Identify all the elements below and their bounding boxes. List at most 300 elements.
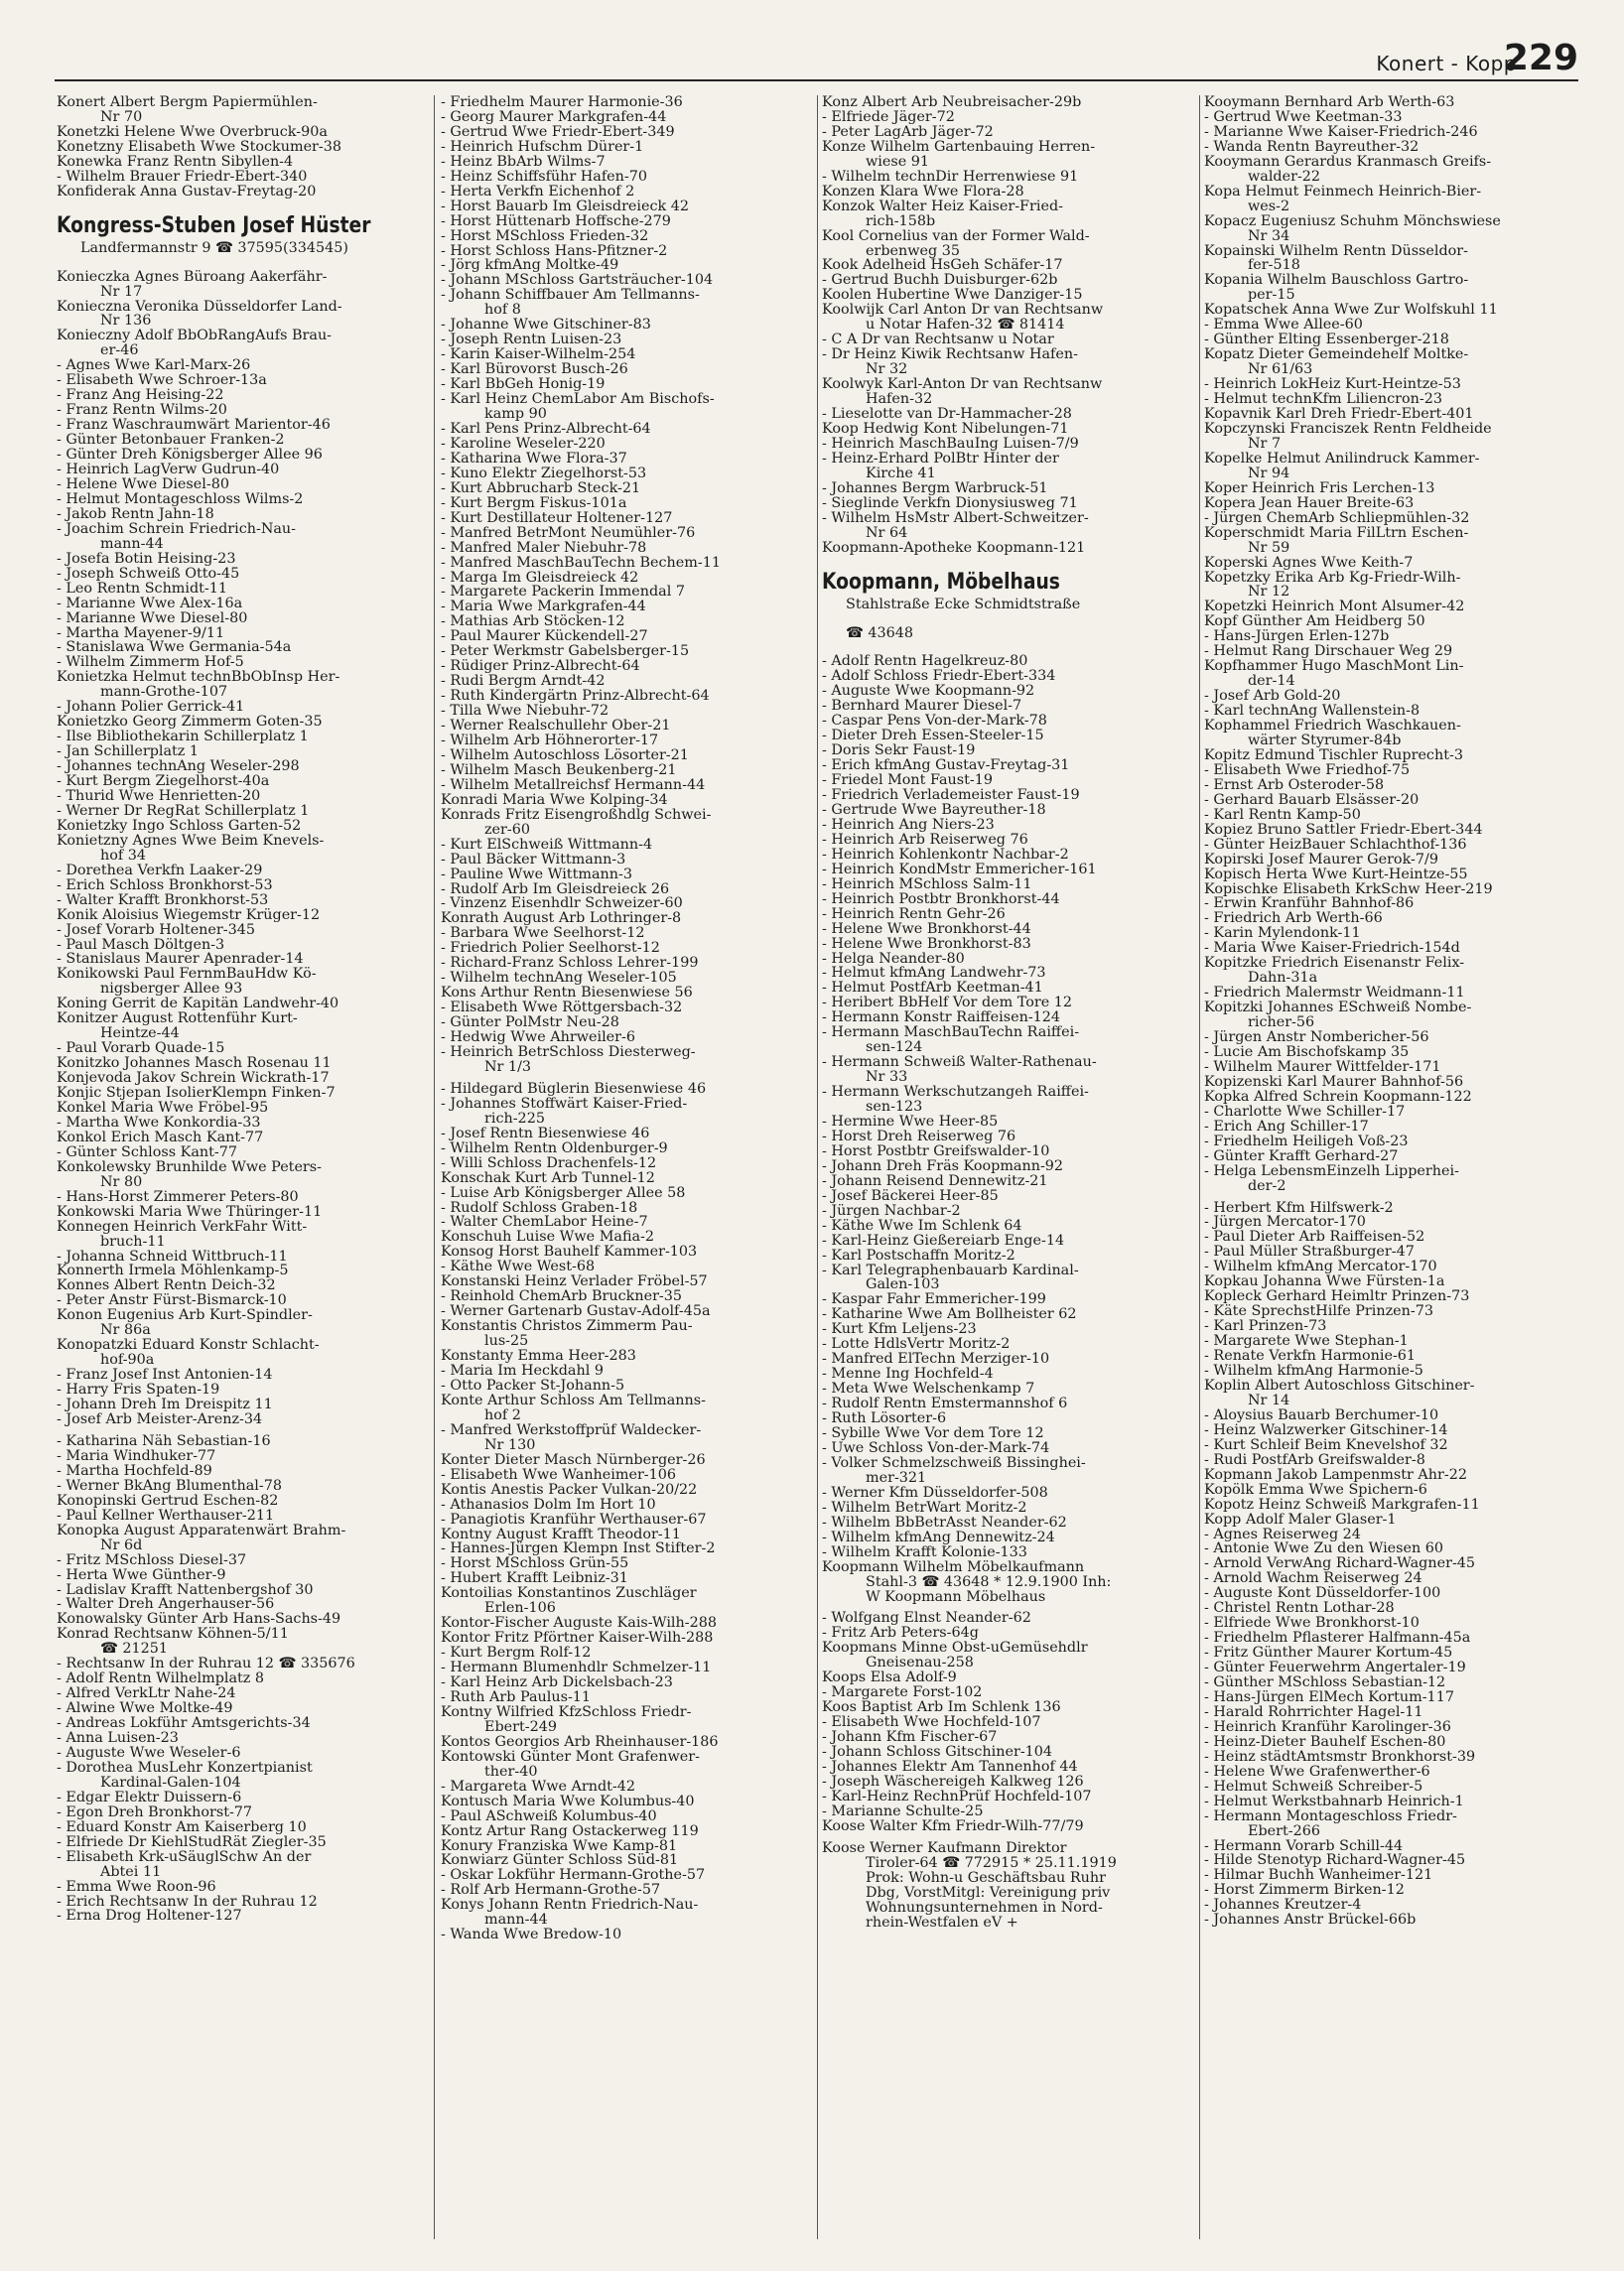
directory-entry: Konkol Erich Masch Kant-77: [57, 1130, 264, 1145]
directory-entry: Kopotz Heinz Schweiß Markgrafen-11: [1204, 1497, 1480, 1513]
sub-entry: - Günther Elting Essenberger-218: [1204, 333, 1578, 347]
directory-entry: Konys Johann Rentn Friedrich-Nau-: [441, 1898, 699, 1914]
sub-entry: - Arnold VerwAng Richard-Wagner-45: [1204, 1556, 1578, 1571]
sub-entry: - Lieselotte van Dr-Hammacher-28: [822, 407, 1195, 422]
sub-entry: - Johannes Anstr Brückel-66b: [1204, 1913, 1578, 1928]
entry-continuation: Nr 17: [100, 284, 143, 300]
entry-continuation: Dahn-31a: [1248, 971, 1318, 987]
sub-entry: - Horst Bauarb Im Gleisdreieck 42: [441, 200, 814, 214]
directory-entry: Konnegen Heinrich VerkFahr Witt-: [57, 1219, 308, 1235]
directory-column-4: [1204, 95, 1578, 2239]
sub-entry: - Katharina Näh Sebastian-16: [57, 1434, 429, 1449]
directory-entry: Konzen Klara Wwe Flora-28: [822, 184, 1024, 200]
directory-entry: Konjic Stjepan IsolierKlempn Finken-7: [57, 1086, 336, 1101]
directory-entry: Konrads Fritz Eisengroßhdlg Schwei-: [441, 807, 712, 823]
sub-entry: - Herta Wwe Günther-9: [57, 1568, 429, 1583]
sub-entry: - Elisabeth Wwe Röttgersbach-32: [441, 1001, 814, 1015]
sub-entry: - Helga LebensmEinzelh Lipperhei-: [1204, 1164, 1578, 1179]
sub-entry: - Helmut technKfm Liliencron-23: [1204, 392, 1578, 407]
sub-entry: - Käte SprechstHilfe Prinzen-73: [1204, 1304, 1578, 1319]
sub-entry: - Josef Arb Meister-Arenz-34: [57, 1412, 429, 1427]
directory-entry: Koplin Albert Autoschloss Gitschiner-: [1204, 1378, 1475, 1394]
sub-entry: - Rudolf Schloss Graben-18: [441, 1201, 814, 1216]
sub-entry: - Tilla Wwe Niebuhr-72: [441, 704, 814, 719]
sub-entry: - Marianne Wwe Kaiser-Friedrich-246: [1204, 125, 1578, 140]
sub-entry: - Heinrich Arb Reiserweg 76: [822, 833, 1195, 848]
sub-entry: - Karl Prinzen-73: [1204, 1319, 1578, 1334]
sub-entry: - Maria Wwe Kaiser-Friedrich-154d: [1204, 941, 1578, 956]
sub-entry: - Gertrud Wwe Keetman-33: [1204, 110, 1578, 125]
sub-entry: - Kurt ElSchweiß Wittmann-4: [441, 838, 814, 853]
sub-entry: - Karl technAng Wallenstein-8: [1204, 704, 1578, 719]
directory-entry: Kontowski Günter Mont Grafenwer-: [441, 1749, 700, 1765]
directory-entry: Koose Walter Kfm Friedr-Wilh-77/79: [822, 1818, 1084, 1834]
sub-entry: - Hilmar Buchh Wanheimer-121: [1204, 1868, 1578, 1883]
directory-entry: Kons Arthur Rentn Biesenwiese 56: [441, 986, 693, 1002]
directory-entry: Kopavnik Karl Dreh Friedr-Ebert-401: [1204, 407, 1474, 422]
sub-entry: - Caspar Pens Von-der-Mark-78: [822, 714, 1195, 729]
directory-entry: Kopetzky Erika Arb Kg-Friedr-Wilh-: [1204, 570, 1461, 586]
sub-entry: - Kurt Schleif Beim Knevelshof 32: [1204, 1438, 1578, 1453]
sub-entry: - Josef Bäckerei Heer-85: [822, 1189, 1195, 1204]
sub-entry: - Kurt Destillateur Holtener-127: [441, 511, 814, 526]
sub-entry: - Hermann Vorarb Schill-44: [1204, 1839, 1578, 1854]
entry-continuation: fer-518: [1248, 258, 1300, 274]
sub-entry: - Heinrich Hufschm Dürer-1: [441, 140, 814, 155]
entry-continuation: per-15: [1248, 288, 1295, 304]
entry-spacer: [441, 1075, 814, 1082]
directory-entry: Konitzer August Rottenführ Kurt-: [57, 1011, 298, 1027]
entry-continuation: hof-90a: [100, 1353, 155, 1369]
sub-entry: - Paul Kellner Werthauser-211: [57, 1509, 429, 1524]
sub-entry: - Heinrich MaschBauIng Luisen-7/9: [822, 437, 1195, 452]
entry-continuation: ther-40: [484, 1764, 538, 1780]
entry-continuation: Hafen-32: [866, 392, 933, 408]
directory-entry: Konnerth Irmela Möhlenkamp-5: [57, 1264, 289, 1279]
directory-entry: Koose Werner Kaufmann Direktor: [822, 1840, 1067, 1856]
sub-entry: - Karl BbGeh Honig-19: [441, 377, 814, 392]
directory-column-1: [57, 95, 429, 2239]
entry-continuation: Nr 136: [100, 314, 152, 330]
sub-entry: - Stanislaus Maurer Apenrader-14: [57, 952, 429, 967]
sub-entry: - Dr Heinz Kiwik Rechtsanw Hafen-: [822, 347, 1195, 362]
directory-entry: Konopatzki Eduard Konstr Schlacht-: [57, 1338, 320, 1354]
directory-entry: Koopmann Wilhelm Möbelkaufmann: [822, 1559, 1085, 1575]
sub-entry: - Jürgen Mercator-170: [1204, 1215, 1578, 1230]
sub-entry: - Uwe Schloss Von-der-Mark-74: [822, 1441, 1195, 1456]
directory-entry: Konter Dieter Masch Nürnberger-26: [441, 1452, 706, 1468]
entry-spacer: [822, 1834, 1195, 1841]
sub-entry: - Hermann Schweiß Walter-Rathenau-: [822, 1055, 1195, 1070]
sub-entry: - Friedhelm Pflasterer Halfmann-45a: [1204, 1631, 1578, 1646]
sub-entry: - Margarete Packerin Immendal 7: [441, 585, 814, 600]
directory-entry: Koop Hedwig Kont Nibelungen-71: [822, 421, 1069, 437]
sub-entry: - Johannes Stoffwärt Kaiser-Fried-: [441, 1097, 814, 1112]
sub-entry: - Elfriede Dr KiehlStudRät Ziegler-35: [57, 1835, 429, 1850]
sub-entry: - Rudolf Rentn Emstermannshof 6: [822, 1397, 1195, 1411]
sub-entry: - Horst Hüttenarb Hoffsche-279: [441, 214, 814, 229]
directory-entry: Koning Gerrit de Kapitän Landwehr-40: [57, 997, 339, 1012]
entry-spacer: [1204, 1194, 1578, 1201]
directory-entry: Konieczna Veronika Düsseldorfer Land-: [57, 299, 342, 315]
sub-entry: - Helmut PostfArb Keetman-41: [822, 981, 1195, 996]
sub-entry: - Andreas Lokführ Amtsgerichts-34: [57, 1716, 429, 1731]
directory-entry: Konkolewsky Brunhilde Wwe Peters-: [57, 1159, 322, 1175]
entry-continuation: Nr 14: [1248, 1393, 1290, 1408]
sub-entry: - Ruth Arb Paulus-11: [441, 1690, 814, 1705]
sub-entry: - Helene Wwe Diesel-80: [57, 477, 429, 492]
entry-continuation: Stahl-3 ☎ 43648 * 12.9.1900 Inh:: [866, 1574, 1112, 1590]
directory-entry: Konert Albert Bergm Papiermühlen-: [57, 95, 318, 110]
sub-entry: - Adolf Rentn Wilhelmplatz 8: [57, 1671, 429, 1686]
sub-entry: - Horst MSchloss Frieden-32: [441, 229, 814, 244]
sub-entry: - Manfred Werkstoffprüf Waldecker-: [441, 1423, 814, 1438]
sub-entry: - Friedhelm Maurer Harmonie-36: [441, 95, 814, 110]
sub-entry: - Joachim Schrein Friedrich-Nau-: [57, 522, 429, 537]
directory-entry: Kontos Georgios Arb Rheinhauser-186: [441, 1734, 719, 1750]
directory-entry: Kooymann Bernhard Arb Werth-63: [1204, 95, 1455, 110]
entry-continuation: W Koopmann Möbelhaus: [866, 1589, 1046, 1605]
sub-entry: - Johann Dreh Im Dreispitz 11: [57, 1398, 429, 1412]
sub-entry: - Johannes Elektr Am Tannenhof 44: [822, 1760, 1195, 1775]
directory-entry: Konietzky Ingo Schloss Garten-52: [57, 818, 302, 834]
directory-entry: Kontor Fritz Pförtner Kaiser-Wilh-288: [441, 1631, 714, 1647]
entry-continuation: Erlen-106: [484, 1601, 556, 1617]
directory-entry: Kopischke Elisabeth KrkSchw Heer-219: [1204, 881, 1493, 897]
sub-entry: - Volker Schmelzschweiß Bissinghei-: [822, 1456, 1195, 1471]
sub-entry: - Peter Werkmstr Gabelsberger-15: [441, 644, 814, 659]
sub-entry: - Kurt Bergm Fiskus-101a: [441, 496, 814, 511]
sub-entry: - Margarete Wwe Stephan-1: [1204, 1334, 1578, 1349]
entry-continuation: Nr 94: [1248, 466, 1290, 481]
directory-entry: Kook Adelheid HsGeh Schäfer-17: [822, 258, 1063, 274]
sub-entry: - Fritz Günther Maurer Kortum-45: [1204, 1646, 1578, 1661]
entry-continuation: hof 2: [484, 1407, 521, 1423]
sub-entry: - Karoline Weseler-220: [441, 437, 814, 452]
sub-entry: - Sieglinde Verkfn Dionysiusweg 71: [822, 496, 1195, 511]
sub-entry: - Rudi PostfArb Greifswalder-8: [1204, 1453, 1578, 1468]
sub-entry: - Martha Wwe Konkordia-33: [57, 1116, 429, 1131]
sub-entry: - Mathias Arb Stöcken-12: [441, 614, 814, 629]
sub-entry: - Werner Dr RegRat Schillerplatz 1: [57, 804, 429, 819]
sub-entry: - Lotte HdlsVertr Moritz-2: [822, 1337, 1195, 1352]
directory-entry: Konstanski Heinz Verlader Fröbel-57: [441, 1274, 708, 1290]
sub-entry: - Jürgen ChemArb Schliepmühlen-32: [1204, 511, 1578, 526]
sub-entry: - Wilhelm Arb Höhnerorter-17: [441, 734, 814, 748]
sub-entry: - Rechtsanw In der Ruhrau 12 ☎ 335676: [57, 1657, 429, 1671]
directory-entry: Konsog Horst Bauhelf Kammer-103: [441, 1245, 698, 1261]
directory-entry: Konietzny Agnes Wwe Beim Knevels-: [57, 833, 325, 849]
entry-continuation: Kirche 41: [866, 466, 936, 481]
entry-continuation: wes-2: [1248, 199, 1290, 214]
sub-entry: - Günter Dreh Königsberger Allee 96: [57, 448, 429, 463]
sub-entry: - Herta Verkfn Eichenhof 2: [441, 185, 814, 200]
sub-entry: - Manfred BetrMont Neumühler-76: [441, 526, 814, 541]
directory-entry: Kopatz Dieter Gemeindehelf Moltke-: [1204, 347, 1469, 363]
sub-entry: - Auguste Kont Düsseldorfer-100: [1204, 1586, 1578, 1601]
column-divider: [1199, 95, 1200, 2239]
entry-continuation: Nr 7: [1248, 436, 1282, 452]
sub-entry: - Erna Drog Holtener-127: [57, 1909, 429, 1924]
directory-entry: Konikowski Paul FernmBauHdw Kö-: [57, 967, 317, 983]
sub-entry: - Gerhard Bauarb Elsässer-20: [1204, 793, 1578, 808]
sub-entry: - Horst Dreh Reiserweg 76: [822, 1130, 1195, 1144]
entry-continuation: rhein-Westfalen eV +: [866, 1915, 1018, 1931]
entry-continuation: Ebert-266: [1248, 1823, 1320, 1839]
entry-continuation: Nr 86a: [100, 1323, 151, 1339]
entry-continuation: der-14: [1248, 674, 1295, 690]
sub-entry: - Josef Vorarb Holtener-345: [57, 923, 429, 938]
sub-entry: - Heinrich Kranführ Karolinger-36: [1204, 1720, 1578, 1735]
directory-entry: Koops Elsa Adolf-9: [822, 1670, 957, 1686]
directory-entry: Koolen Hubertine Wwe Danziger-15: [822, 288, 1083, 304]
directory-entry: Konieczka Agnes Büroang Aakerfähr-: [57, 269, 328, 285]
sub-entry: - Hermann Konstr Raiffeisen-124: [822, 1010, 1195, 1025]
sub-entry: - Hermann Werkschutzangeh Raiffei-: [822, 1085, 1195, 1100]
sub-entry: - Panagiotis Kranführ Werthauser-67: [441, 1513, 814, 1528]
sub-entry: - Reinhold ChemArb Bruckner-35: [441, 1289, 814, 1304]
directory-entry: Konjevoda Jakov Schrein Wickrath-17: [57, 1071, 330, 1087]
sub-entry: - Maria Windhuker-77: [57, 1449, 429, 1464]
sub-entry: - Wilhelm Krafft Kolonie-133: [822, 1545, 1195, 1560]
sub-entry: - Meta Wwe Welschenkamp 7: [822, 1382, 1195, 1397]
sub-entry: - Kaspar Fahr Emmericher-199: [822, 1292, 1195, 1307]
sub-entry: - Werner Gartenarb Gustav-Adolf-45a: [441, 1304, 814, 1319]
sub-entry: - Heinrich MSchloss Salm-11: [822, 877, 1195, 892]
sub-entry: - Karl-Heinz RechnPrüf Hochfeld-107: [822, 1790, 1195, 1804]
sub-entry: - Jakob Rentn Jahn-18: [57, 507, 429, 522]
entry-continuation: rich-158b: [866, 213, 936, 229]
sub-entry: - Dorothea MusLehr Konzertpianist: [57, 1761, 429, 1776]
sub-entry: - Hermann MaschBauTechn Raiffei-: [822, 1025, 1195, 1040]
entry-continuation: wiese 91: [866, 154, 930, 170]
directory-entry: Koperski Agnes Wwe Keith-7: [1204, 555, 1414, 571]
directory-entry: Koolwyk Karl-Anton Dr van Rechtsanw: [822, 377, 1103, 393]
sub-entry: - Johanna Schneid Wittbruch-11: [57, 1250, 429, 1265]
sub-entry: - Alwine Wwe Moltke-49: [57, 1701, 429, 1716]
entry-continuation: Galen-103: [866, 1277, 940, 1293]
sub-entry: - Rudi Bergm Arndt-42: [441, 674, 814, 689]
entry-continuation: der-2: [1248, 1178, 1286, 1194]
directory-column-3: [822, 95, 1195, 2239]
directory-entry: Kontoilias Konstantinos Zuschläger: [441, 1586, 697, 1602]
directory-entry: Koolwijk Carl Anton Dr van Rechtsanw: [822, 303, 1104, 319]
sub-entry: - Wanda Wwe Bredow-10: [441, 1928, 814, 1942]
sub-entry: - Helga Neander-80: [822, 952, 1195, 967]
entry-continuation: lus-25: [484, 1334, 529, 1350]
sub-entry: - Karl Heinz ChemLabor Am Bischofs-: [441, 392, 814, 407]
sub-entry: - Agnes Reiserweg 24: [1204, 1528, 1578, 1542]
sub-entry: - Günther MSchloss Sebastian-12: [1204, 1675, 1578, 1690]
sub-entry: - Martha Mayener-9/11: [57, 626, 429, 641]
sub-entry: - Karl-Heinz Gießereiarb Enge-14: [822, 1234, 1195, 1249]
directory-entry: Kontz Artur Rang Ostackerweg 119: [441, 1823, 699, 1839]
directory-entry: Kopisch Herta Wwe Kurt-Heintze-55: [1204, 867, 1468, 882]
sub-entry: - Auguste Wwe Weseler-6: [57, 1746, 429, 1761]
entry-spacer: [57, 1427, 429, 1434]
sub-entry: - Joseph Schweiß Otto-45: [57, 567, 429, 582]
sub-entry: - Horst Postbtr Greifswalder-10: [822, 1144, 1195, 1159]
sub-entry: - Ilse Bibliothekarin Schillerplatz 1: [57, 730, 429, 744]
directory-entry: Kopatschek Anna Wwe Zur Wolfskuhl 11: [1204, 303, 1498, 319]
sub-entry: - Kurt Bergm Ziegelhorst-40a: [57, 774, 429, 789]
sub-entry: - Erich Ang Schiller-17: [1204, 1120, 1578, 1135]
sub-entry: - Johann Dreh Fräs Koopmann-92: [822, 1159, 1195, 1174]
sub-entry: - Athanasios Dolm Im Hort 10: [441, 1498, 814, 1513]
entry-continuation: ☎ 21251: [100, 1642, 169, 1658]
sub-entry: - Heinrich Kohlenkontr Nachbar-2: [822, 848, 1195, 863]
sub-entry: - Heinz Schiffsführ Hafen-70: [441, 170, 814, 185]
sub-entry: - Wilhelm technDir Herrenwiese 91: [822, 170, 1195, 185]
sub-entry: - Karl Telegraphenbauarb Kardinal-: [822, 1264, 1195, 1278]
sub-entry: - Hedwig Wwe Ahrweiler-6: [441, 1030, 814, 1045]
sub-entry: - Manfred Maler Niebuhr-78: [441, 541, 814, 556]
sub-entry: - Harald Rohrrichter Hagel-11: [1204, 1705, 1578, 1720]
sub-entry: - Hermann Montageschloss Friedr-: [1204, 1809, 1578, 1824]
sub-entry: - Elisabeth Wwe Wanheimer-106: [441, 1468, 814, 1483]
sub-entry: - Heinrich Ang Niers-23: [822, 818, 1195, 833]
sub-entry: - Wilhelm Zimmerm Hof-5: [57, 655, 429, 670]
sub-entry: - Marianne Schulte-25: [822, 1804, 1195, 1819]
page-number: 229: [1503, 38, 1578, 78]
sub-entry: - Katharine Wwe Am Bollheister 62: [822, 1307, 1195, 1322]
sub-entry: - Paul Dieter Arb Raiffeisen-52: [1204, 1230, 1578, 1245]
sub-entry: - Wilhelm kfmAng Harmonie-5: [1204, 1364, 1578, 1379]
sub-entry: - Paul Maurer Kückendell-27: [441, 629, 814, 644]
directory-entry: Konury Franziska Wwe Kamp-81: [441, 1838, 678, 1854]
sub-entry: - Franz Josef Inst Antonien-14: [57, 1368, 429, 1383]
directory-entry: Konon Eugenius Arb Kurt-Spindler-: [57, 1308, 313, 1324]
sub-entry: - Kurt Abbrucharb Steck-21: [441, 481, 814, 496]
sub-entry: - Johann Schiffbauer Am Tellmanns-: [441, 288, 814, 303]
sub-entry: - Luise Arb Königsberger Allee 58: [441, 1186, 814, 1201]
directory-entry: Kooymann Gerardus Kranmasch Greifs-: [1204, 154, 1492, 170]
entry-continuation: bruch-11: [100, 1234, 166, 1250]
directory-entry: Kontny August Krafft Theodor-11: [441, 1527, 681, 1542]
directory-entry: Konopinski Gertrud Eschen-82: [57, 1493, 279, 1509]
sub-entry: - Johannes Bergm Warbruck-51: [822, 481, 1195, 496]
sub-entry: - Johann Schloss Gitschiner-104: [822, 1745, 1195, 1760]
sub-entry: - Helmut Rang Dirschauer Weg 29: [1204, 644, 1578, 659]
directory-entry: Kopirski Josef Maurer Gerok-7/9: [1204, 852, 1438, 868]
sub-entry: - Peter LagArb Jäger-72: [822, 125, 1195, 140]
sub-entry: - Johann Polier Gerrick-41: [57, 700, 429, 715]
sub-entry: - Gertrude Wwe Bayreuther-18: [822, 803, 1195, 818]
sub-entry: - Heribert BbHelf Vor dem Tore 12: [822, 996, 1195, 1010]
directory-entry: Koos Baptist Arb Im Schlenk 136: [822, 1700, 1061, 1716]
sub-entry: - Karin Kaiser-Wilhelm-254: [441, 347, 814, 362]
sub-entry: - Joseph Wäschereigeh Kalkweg 126: [822, 1775, 1195, 1790]
directory-entry: Kopacz Eugeniusz Schuhm Mönchswiese: [1204, 213, 1501, 229]
sub-entry: - Walter Krafft Bronkhorst-53: [57, 893, 429, 908]
sub-entry: - Wilhelm Autoschloss Lösorter-21: [441, 748, 814, 763]
sub-entry: - Helmut Werkstbahnarb Heinrich-1: [1204, 1795, 1578, 1809]
entry-continuation: nigsberger Allee 93: [100, 982, 243, 998]
directory-entry: Konschuh Luise Wwe Mafia-2: [441, 1230, 655, 1246]
sub-entry: - Franz Ang Heising-22: [57, 388, 429, 403]
sub-entry: - Heinz städtAmtsmstr Bronkhorst-39: [1204, 1750, 1578, 1765]
directory-entry: Konnes Albert Rentn Deich-32: [57, 1278, 276, 1294]
sub-entry: - Wilhelm kfmAng Mercator-170: [1204, 1260, 1578, 1274]
directory-entry: Konfiderak Anna Gustav-Freytag-20: [57, 184, 317, 200]
sub-entry: - Karl Pens Prinz-Albrecht-64: [441, 422, 814, 437]
sub-entry: - Rolf Arb Hermann-Grothe-57: [441, 1883, 814, 1898]
directory-entry: Kopölk Emma Wwe Spichern-6: [1204, 1482, 1427, 1498]
sub-entry: - Willi Schloss Drachenfels-12: [441, 1156, 814, 1171]
sub-entry: - Christel Rentn Lothar-28: [1204, 1601, 1578, 1616]
sub-entry: - Ruth Lösorter-6: [822, 1411, 1195, 1426]
sub-entry: - Pauline Wwe Wittmann-3: [441, 868, 814, 882]
sub-entry: - Werner Kfm Düsseldorfer-508: [822, 1486, 1195, 1501]
sub-entry: - Wilhelm BetrWart Moritz-2: [822, 1501, 1195, 1516]
entry-continuation: erbenweg 35: [866, 243, 961, 259]
entry-continuation: Prok: Wohn-u Geschäftsbau Ruhr: [866, 1870, 1106, 1886]
sub-entry: - Erich Schloss Bronkhorst-53: [57, 878, 429, 893]
directory-entry: Kophammel Friedrich Waschkauen-: [1204, 719, 1461, 734]
sub-entry: - Heinz BbArb Wilms-7: [441, 155, 814, 170]
sub-entry: - Günter Feuerwehrm Angertaler-19: [1204, 1661, 1578, 1675]
entry-continuation: Nr 80: [100, 1174, 143, 1190]
sub-entry: - Rüdiger Prinz-Albrecht-64: [441, 659, 814, 674]
sub-entry: - Josef Rentn Biesenwiese 46: [441, 1127, 814, 1141]
sub-entry: - Helene Wwe Bronkhorst-83: [822, 937, 1195, 952]
entry-continuation: Nr 70: [100, 109, 143, 125]
sub-entry: - Wilhelm kfmAng Dennewitz-24: [822, 1531, 1195, 1545]
entry-continuation: Tiroler-64 ☎ 772915 * 25.11.1919: [866, 1855, 1117, 1871]
directory-entry: Kopetzki Heinrich Mont Alsumer-42: [1204, 600, 1465, 615]
sub-entry: - Paul Müller Straßburger-47: [1204, 1245, 1578, 1260]
sub-entry: - Paul Vorarb Quade-15: [57, 1041, 429, 1056]
sub-entry: - Karin Mylendonk-11: [1204, 926, 1578, 941]
directory-entry: Konietzko Georg Zimmerm Goten-35: [57, 715, 323, 731]
sub-entry: - Elfriede Wwe Bronkhorst-10: [1204, 1616, 1578, 1631]
directory-entry: Kopleck Gerhard Heimltr Prinzen-73: [1204, 1289, 1470, 1305]
sub-entry: - C A Dr van Rechtsanw u Notar: [822, 333, 1195, 347]
sub-entry: - Renate Verkfn Harmonie-61: [1204, 1349, 1578, 1364]
sub-entry: - Dorethea Verkfn Laaker-29: [57, 864, 429, 878]
sub-entry: - Arnold Wachm Reiserweg 24: [1204, 1571, 1578, 1586]
sub-entry: - Leo Rentn Schmidt-11: [57, 582, 429, 597]
sub-entry: - Joseph Rentn Luisen-23: [441, 333, 814, 347]
sub-entry: - Erich kfmAng Gustav-Freytag-31: [822, 758, 1195, 773]
sub-entry: - Elisabeth Wwe Schroer-13a: [57, 373, 429, 388]
sub-entry: - Ladislav Krafft Nattenbergshof 30: [57, 1583, 429, 1598]
sub-entry: - Edgar Elektr Duissern-6: [57, 1791, 429, 1805]
sub-entry: - Alfred VerkLtr Nahe-24: [57, 1686, 429, 1701]
entry-continuation: hof 34: [100, 848, 146, 864]
sub-entry: - Karl Rentn Kamp-50: [1204, 808, 1578, 823]
sub-entry: - Johanne Wwe Gitschiner-83: [441, 318, 814, 333]
directory-entry: Kopizenski Karl Maurer Bahnhof-56: [1204, 1074, 1464, 1090]
firm-heading: Koopmann, Möbelhaus: [822, 569, 1060, 595]
entry-continuation: mer-321: [866, 1470, 927, 1486]
directory-entry: Kopf Günther Am Heidberg 50: [1204, 614, 1425, 630]
directory-entry: Konietzka Helmut technBbObInsp Her-: [57, 670, 340, 686]
sub-entry: - Friedrich Arb Werth-66: [1204, 911, 1578, 926]
sub-entry: - Hermann Blumenhdlr Schmelzer-11: [441, 1661, 814, 1675]
firm-address: Stahlstraße Ecke Schmidtstraße: [846, 596, 1081, 612]
directory-entry: Kopkau Johanna Wwe Fürsten-1a: [1204, 1274, 1445, 1290]
sub-entry: - Paul Masch Döltgen-3: [57, 938, 429, 953]
sub-entry: - Dieter Dreh Essen-Steeler-15: [822, 729, 1195, 743]
sub-entry: - Manfred MaschBauTechn Bechem-11: [441, 556, 814, 571]
sub-entry: - Horst MSchloss Grün-55: [441, 1556, 814, 1571]
directory-entry: Konowalsky Günter Arb Hans-Sachs-49: [57, 1612, 341, 1628]
sub-entry: - Heinz Walzwerker Gitschiner-14: [1204, 1423, 1578, 1438]
sub-entry: - Heinrich Postbtr Bronkhorst-44: [822, 892, 1195, 907]
sub-entry: - Werner BkAng Blumenthal-78: [57, 1479, 429, 1494]
directory-entry: Konz Albert Arb Neubreisacher-29b: [822, 95, 1082, 110]
